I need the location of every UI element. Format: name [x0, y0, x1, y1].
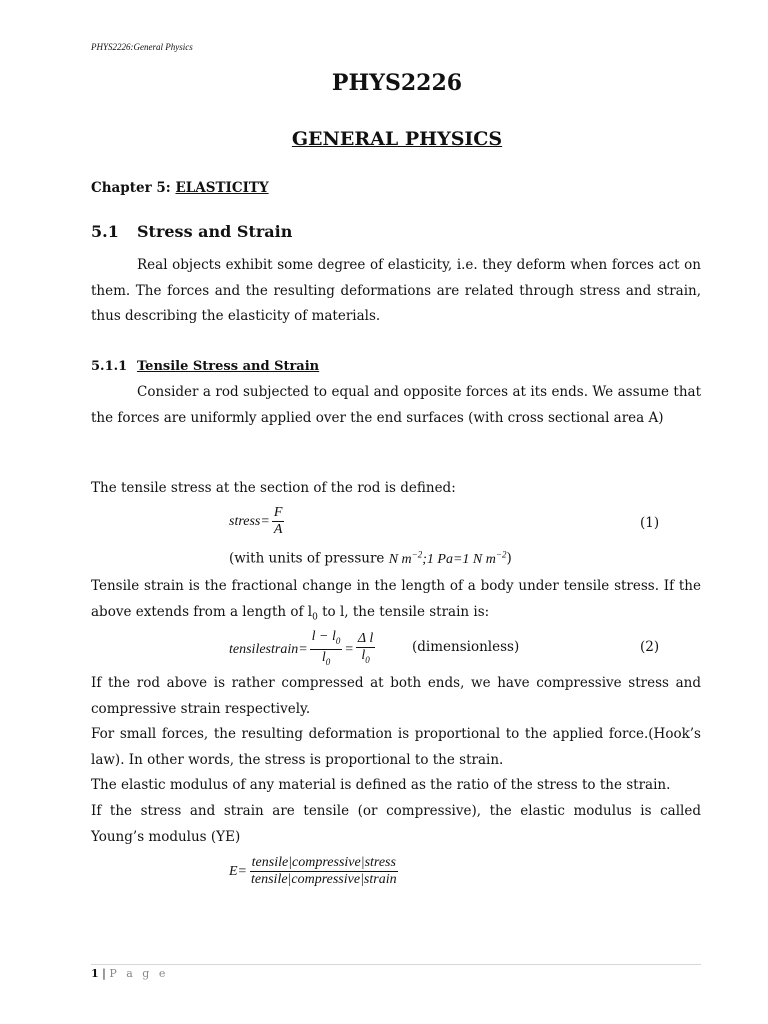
unit-pa: Pa	[437, 551, 453, 567]
page-label: P a g e	[109, 967, 169, 980]
chapter-prefix: Chapter 5:	[91, 180, 176, 196]
unit-eq: =1	[452, 551, 473, 567]
eq2-den1-sub: 0	[325, 656, 331, 667]
unit-exp: −2	[411, 549, 423, 559]
eq1-numerator: F	[273, 505, 283, 520]
unit-n: N	[388, 551, 399, 567]
strain-def-l0: l	[307, 603, 313, 620]
compression-paragraph: If the rod above is rather compressed at both ends, we have compressive stress and compressive strain respectively.	[91, 675, 701, 717]
eq2-label: (2)	[640, 639, 660, 655]
unit-m2: m	[485, 551, 496, 567]
page-number: 1	[91, 967, 99, 980]
unit-m: m	[401, 551, 412, 567]
eq2-fraction-1	[310, 629, 343, 670]
footer-divider	[91, 964, 701, 965]
eq2-den2-sub: 0	[365, 654, 370, 665]
eq1-label: (1)	[640, 515, 660, 531]
eq1-lhs: stress=	[229, 514, 270, 529]
equation-youngs-modulus	[229, 855, 401, 888]
section-title: Stress and Strain	[137, 222, 293, 241]
eq2-num1: l − l	[311, 629, 336, 644]
chapter-heading	[91, 180, 269, 196]
section-number: 5.1	[91, 222, 119, 241]
eq3-fraction	[249, 855, 399, 888]
eq2-equals: =	[344, 641, 354, 657]
units-formula	[388, 549, 507, 567]
strain-definition	[91, 574, 701, 631]
eq2-den1: l	[321, 649, 326, 665]
subsection-number: 5.1.1	[91, 359, 128, 374]
course-code: PHYS2226	[331, 70, 463, 96]
unit-n2: N	[472, 551, 483, 567]
subsection-heading	[91, 359, 319, 374]
hooke-paragraph: For small forces, the resulting deformation is proportional to the applied force.(Hook’s law). In other words, the stress is proportional to the strain.	[91, 726, 701, 768]
stress-definition: The tensile stress at the section of the rod is defined:	[91, 480, 456, 496]
eq2-note: (dimensionless)	[412, 639, 520, 655]
running-header: PHYS2226:General Physics	[91, 42, 193, 52]
eq1-fraction	[272, 505, 285, 538]
strain-def-to: to l, the tensile strain is:	[317, 603, 490, 620]
eq3-denominator: tensile|compressive|strain	[251, 872, 397, 887]
footer-separator: |	[98, 967, 110, 980]
section-heading	[91, 222, 292, 241]
strain-def-sub: 0	[312, 612, 318, 623]
youngs-modulus-paragraph: If the stress and strain are tensile (or compressive), the elastic modulus is called Young’s modulus (YE)	[91, 803, 701, 845]
intro-paragraph: Real objects exhibit some degree of elasticity, i.e. they deform when forces act on them. The forces and the resulting deformations are related through stress and strain, thus describing the elasticity of materials.	[91, 257, 701, 324]
modulus-definition: The elastic modulus of any material is defined as the ratio of the stress to the strain.	[91, 777, 671, 793]
unit-exp2: −2	[495, 549, 507, 559]
unit-sep: ;1	[422, 551, 438, 567]
eq2-num1-sub: 0	[335, 635, 341, 646]
eq2-lhs: tensilestrain=	[229, 641, 308, 657]
equation-stress	[229, 505, 286, 538]
eq2-den2: l	[361, 647, 366, 663]
chapter-name: ELASTICITY	[175, 180, 269, 196]
subsection-paragraph: Consider a rod subjected to equal and opposite forces at its ends. We assume that the forces are uniformly applied over the end surfaces (with cross sectional area A)	[91, 384, 701, 426]
subsection-title: Tensile Stress and Strain	[137, 359, 320, 374]
eq2-num2: Δ l	[357, 630, 374, 646]
course-name: GENERAL PHYSICS	[291, 128, 503, 150]
eq3-numerator: tensile|compressive|stress	[251, 855, 396, 870]
units-close: )	[506, 550, 512, 567]
equation-strain	[229, 629, 377, 670]
page-footer	[91, 967, 168, 980]
units-line	[229, 549, 512, 568]
eq3-lhs: E=	[229, 864, 247, 879]
eq1-denominator: A	[273, 522, 283, 537]
eq2-fraction-2	[356, 631, 375, 668]
units-prefix: (with units of pressure	[229, 550, 389, 567]
strain-def-text: Tensile strain is the fractional change in the length of a body under tensile stress. If the above extends from a length of	[91, 578, 701, 620]
